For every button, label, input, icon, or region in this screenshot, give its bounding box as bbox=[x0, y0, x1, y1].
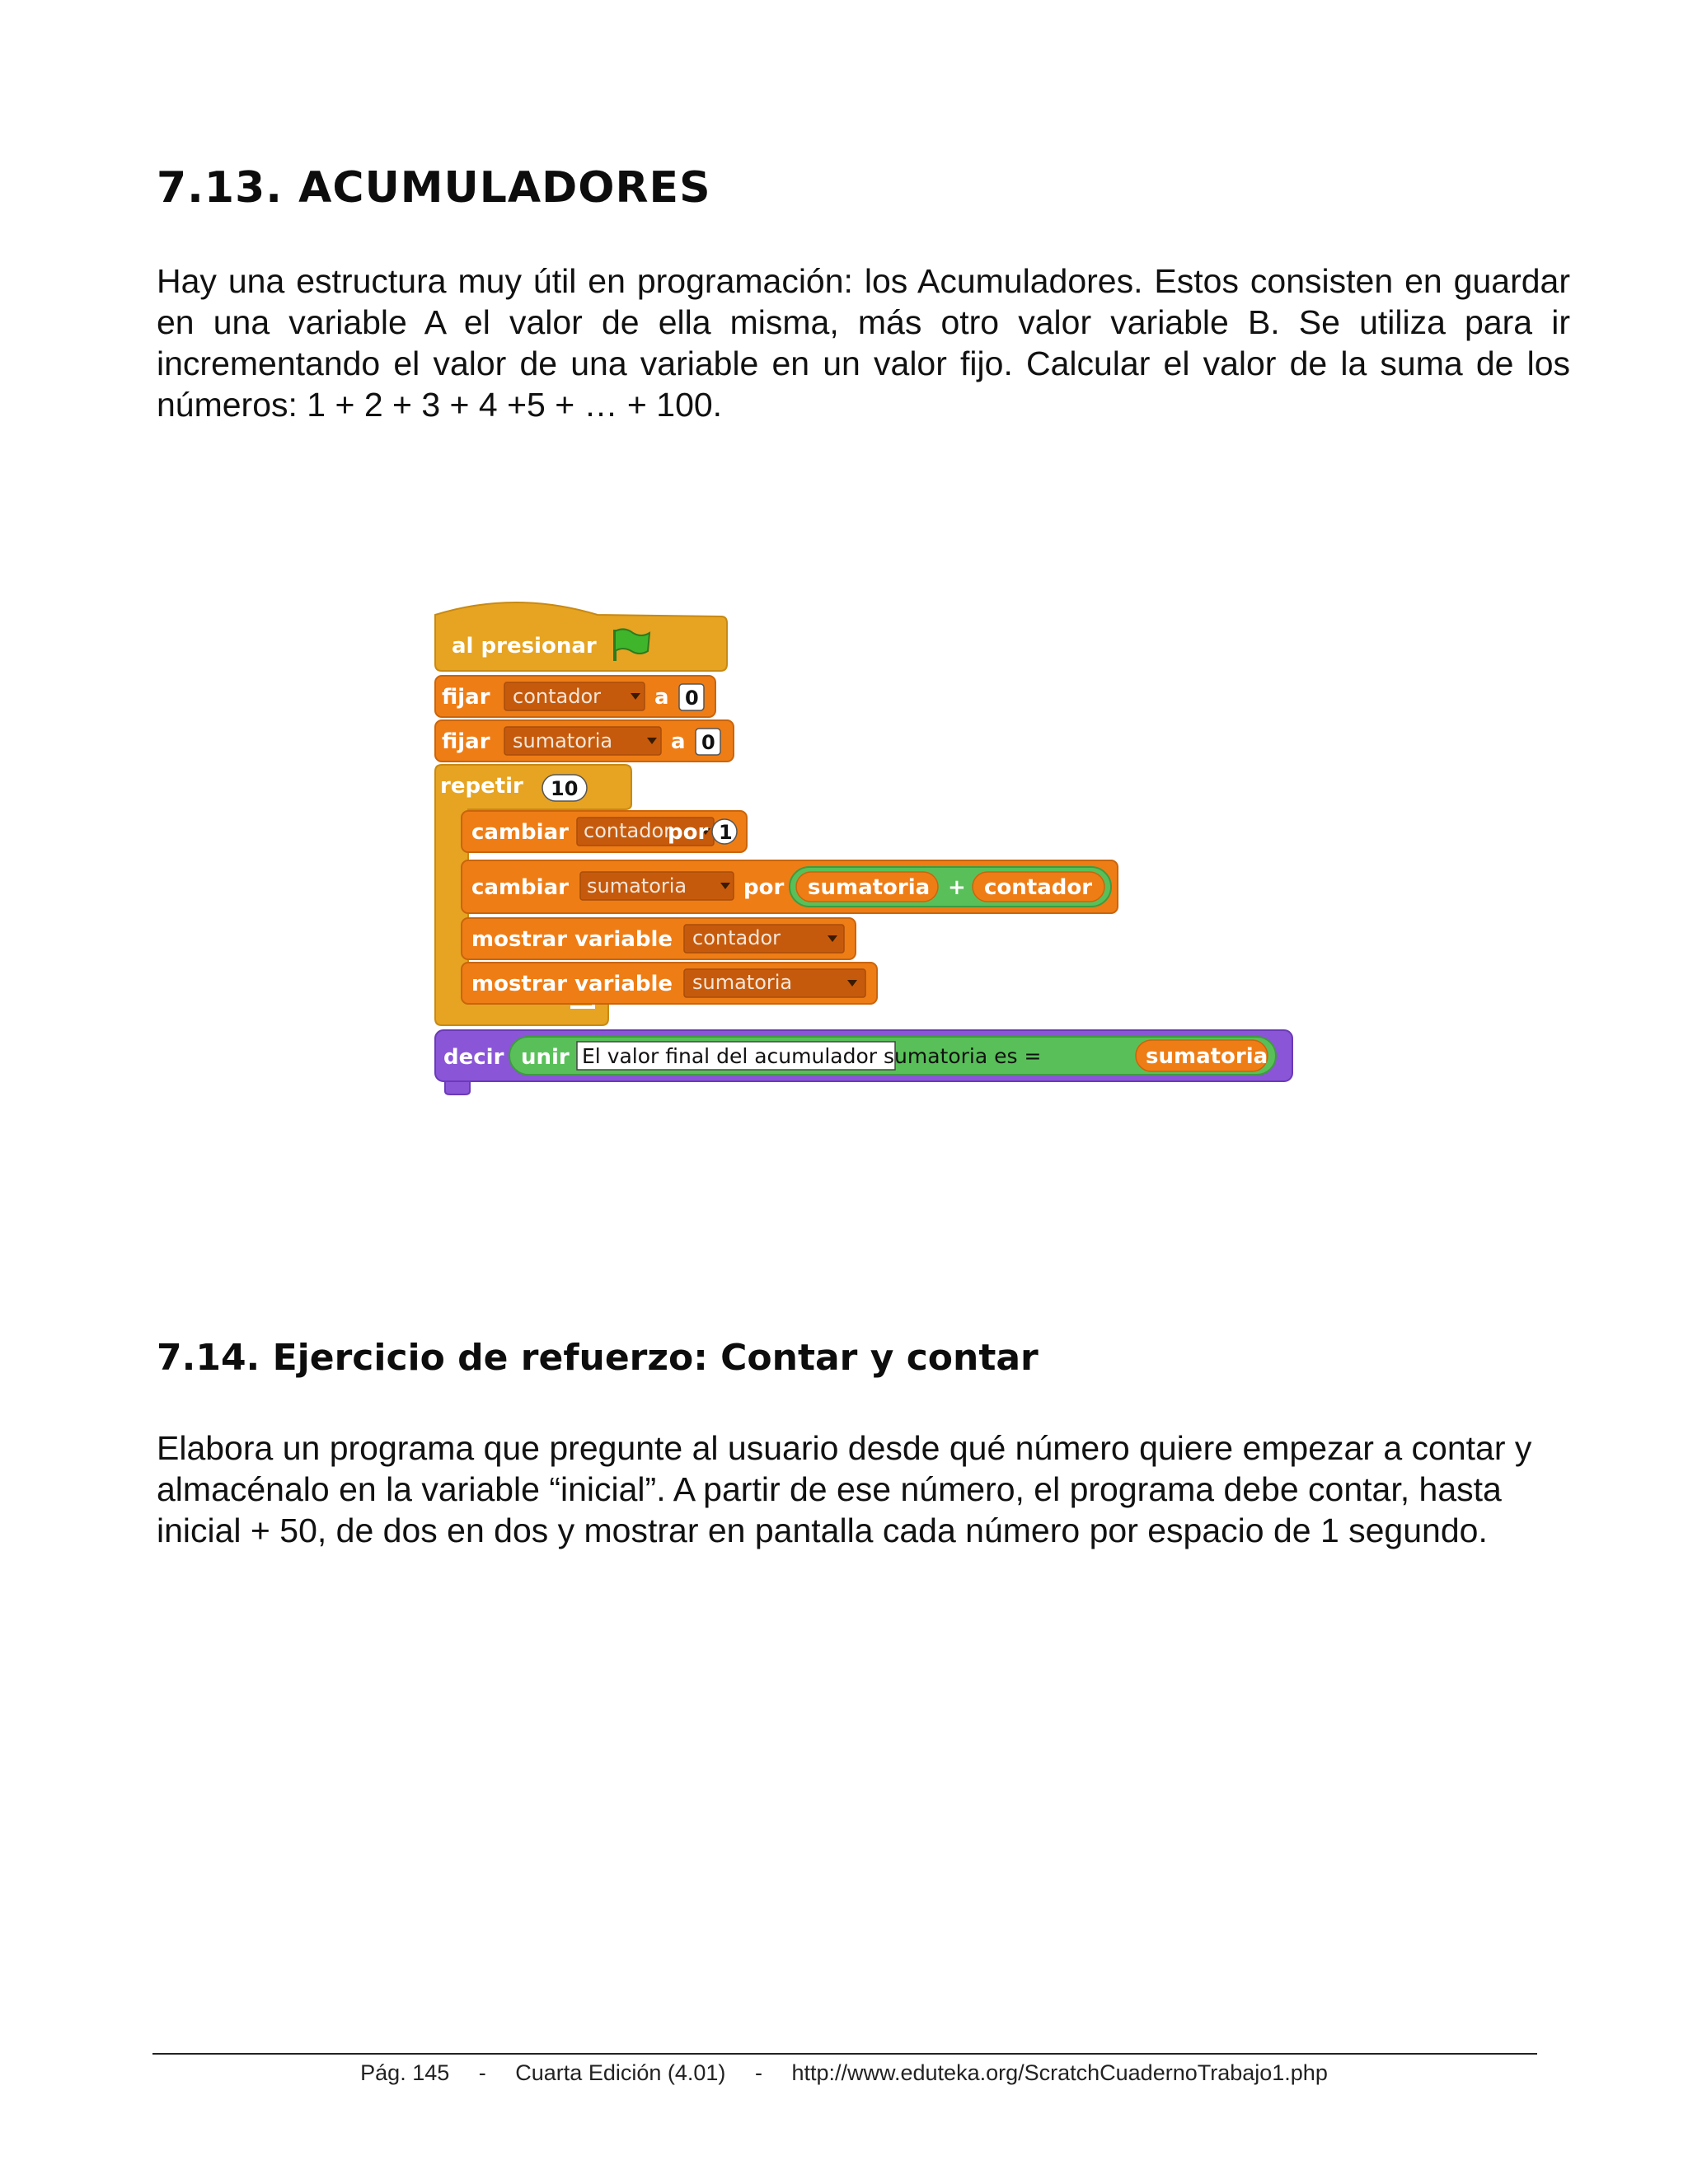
reporter-label: sumatoria bbox=[808, 875, 931, 900]
var-dropdown-label: sumatoria bbox=[692, 971, 793, 994]
section-heading-ejercicio: 7.14. Ejercicio de refuerzo: Contar y contar bbox=[157, 1337, 1039, 1379]
page-number: Pág. 145 bbox=[360, 2060, 450, 2085]
var-dropdown-label: contador bbox=[584, 819, 672, 842]
value-text: 0 bbox=[701, 731, 715, 754]
by-label: por bbox=[743, 875, 785, 900]
show-var-label: mostrar variable bbox=[471, 927, 673, 952]
section-paragraph-ejercicio: Elabora un programa que pregunte al usuario desde qué número quiere empezar a contar y almacénalo en la variable “inicial”. A partir de ese número, el programa debe contar, hasta inicial + 50, de dos en dos y mostrar en pantalla cada número por espacio de 1 segundo. bbox=[157, 1429, 1532, 1549]
repeat-count: 10 bbox=[551, 777, 579, 800]
reporter-label: contador bbox=[984, 875, 1093, 900]
set-label: fijar bbox=[442, 685, 490, 710]
value-text: 0 bbox=[685, 687, 699, 710]
reporter-label: sumatoria bbox=[1146, 1044, 1268, 1069]
footer-divider bbox=[152, 2053, 1537, 2055]
repeat-label: repetir bbox=[440, 774, 523, 799]
section-heading-acumuladores: 7.13. ACUMULADORES bbox=[157, 163, 711, 213]
change-label: cambiar bbox=[471, 820, 569, 845]
footer-url[interactable]: http://www.eduteka.org/ScratchCuadernoTrabajo1.php bbox=[791, 2060, 1328, 2085]
var-dropdown-label: sumatoria bbox=[513, 729, 613, 752]
set-label: fijar bbox=[442, 729, 490, 754]
edition-label: Cuarta Edición (4.01) bbox=[515, 2060, 726, 2085]
change-label: cambiar bbox=[471, 875, 569, 900]
to-label: a bbox=[671, 729, 686, 754]
footer-separator: - bbox=[754, 2060, 762, 2085]
join-text: El valor final del acumulador sumatoria es = bbox=[582, 1044, 1042, 1068]
section-paragraph-acumuladores: Hay una estructura muy útil en programación: los Acumuladores. Estos consisten en guardar en una variable A el valor de ella misma, más otro valor variable B. Se utiliza para ir incrementando el valor de una variable en un valor fijo. Calcular el valor de la suma de los números: 1 + 2 + 3 + 4 +5 + … + 100. bbox=[157, 262, 1570, 424]
show-var-label: mostrar variable bbox=[471, 972, 673, 996]
join-label: unir bbox=[521, 1045, 570, 1070]
say-label: decir bbox=[443, 1045, 504, 1070]
hat-label: al presionar bbox=[452, 634, 597, 658]
var-dropdown-label: contador bbox=[513, 685, 601, 708]
footer-separator: - bbox=[478, 2060, 486, 2085]
var-dropdown-label: sumatoria bbox=[587, 874, 687, 898]
plus-label: + bbox=[948, 875, 966, 900]
scratch-script bbox=[429, 585, 1319, 1096]
var-dropdown-label: contador bbox=[692, 926, 781, 949]
value-text: 1 bbox=[719, 821, 733, 844]
page-footer bbox=[0, 2060, 1688, 2086]
to-label: a bbox=[654, 685, 669, 710]
by-label-visible: por bbox=[668, 820, 709, 845]
